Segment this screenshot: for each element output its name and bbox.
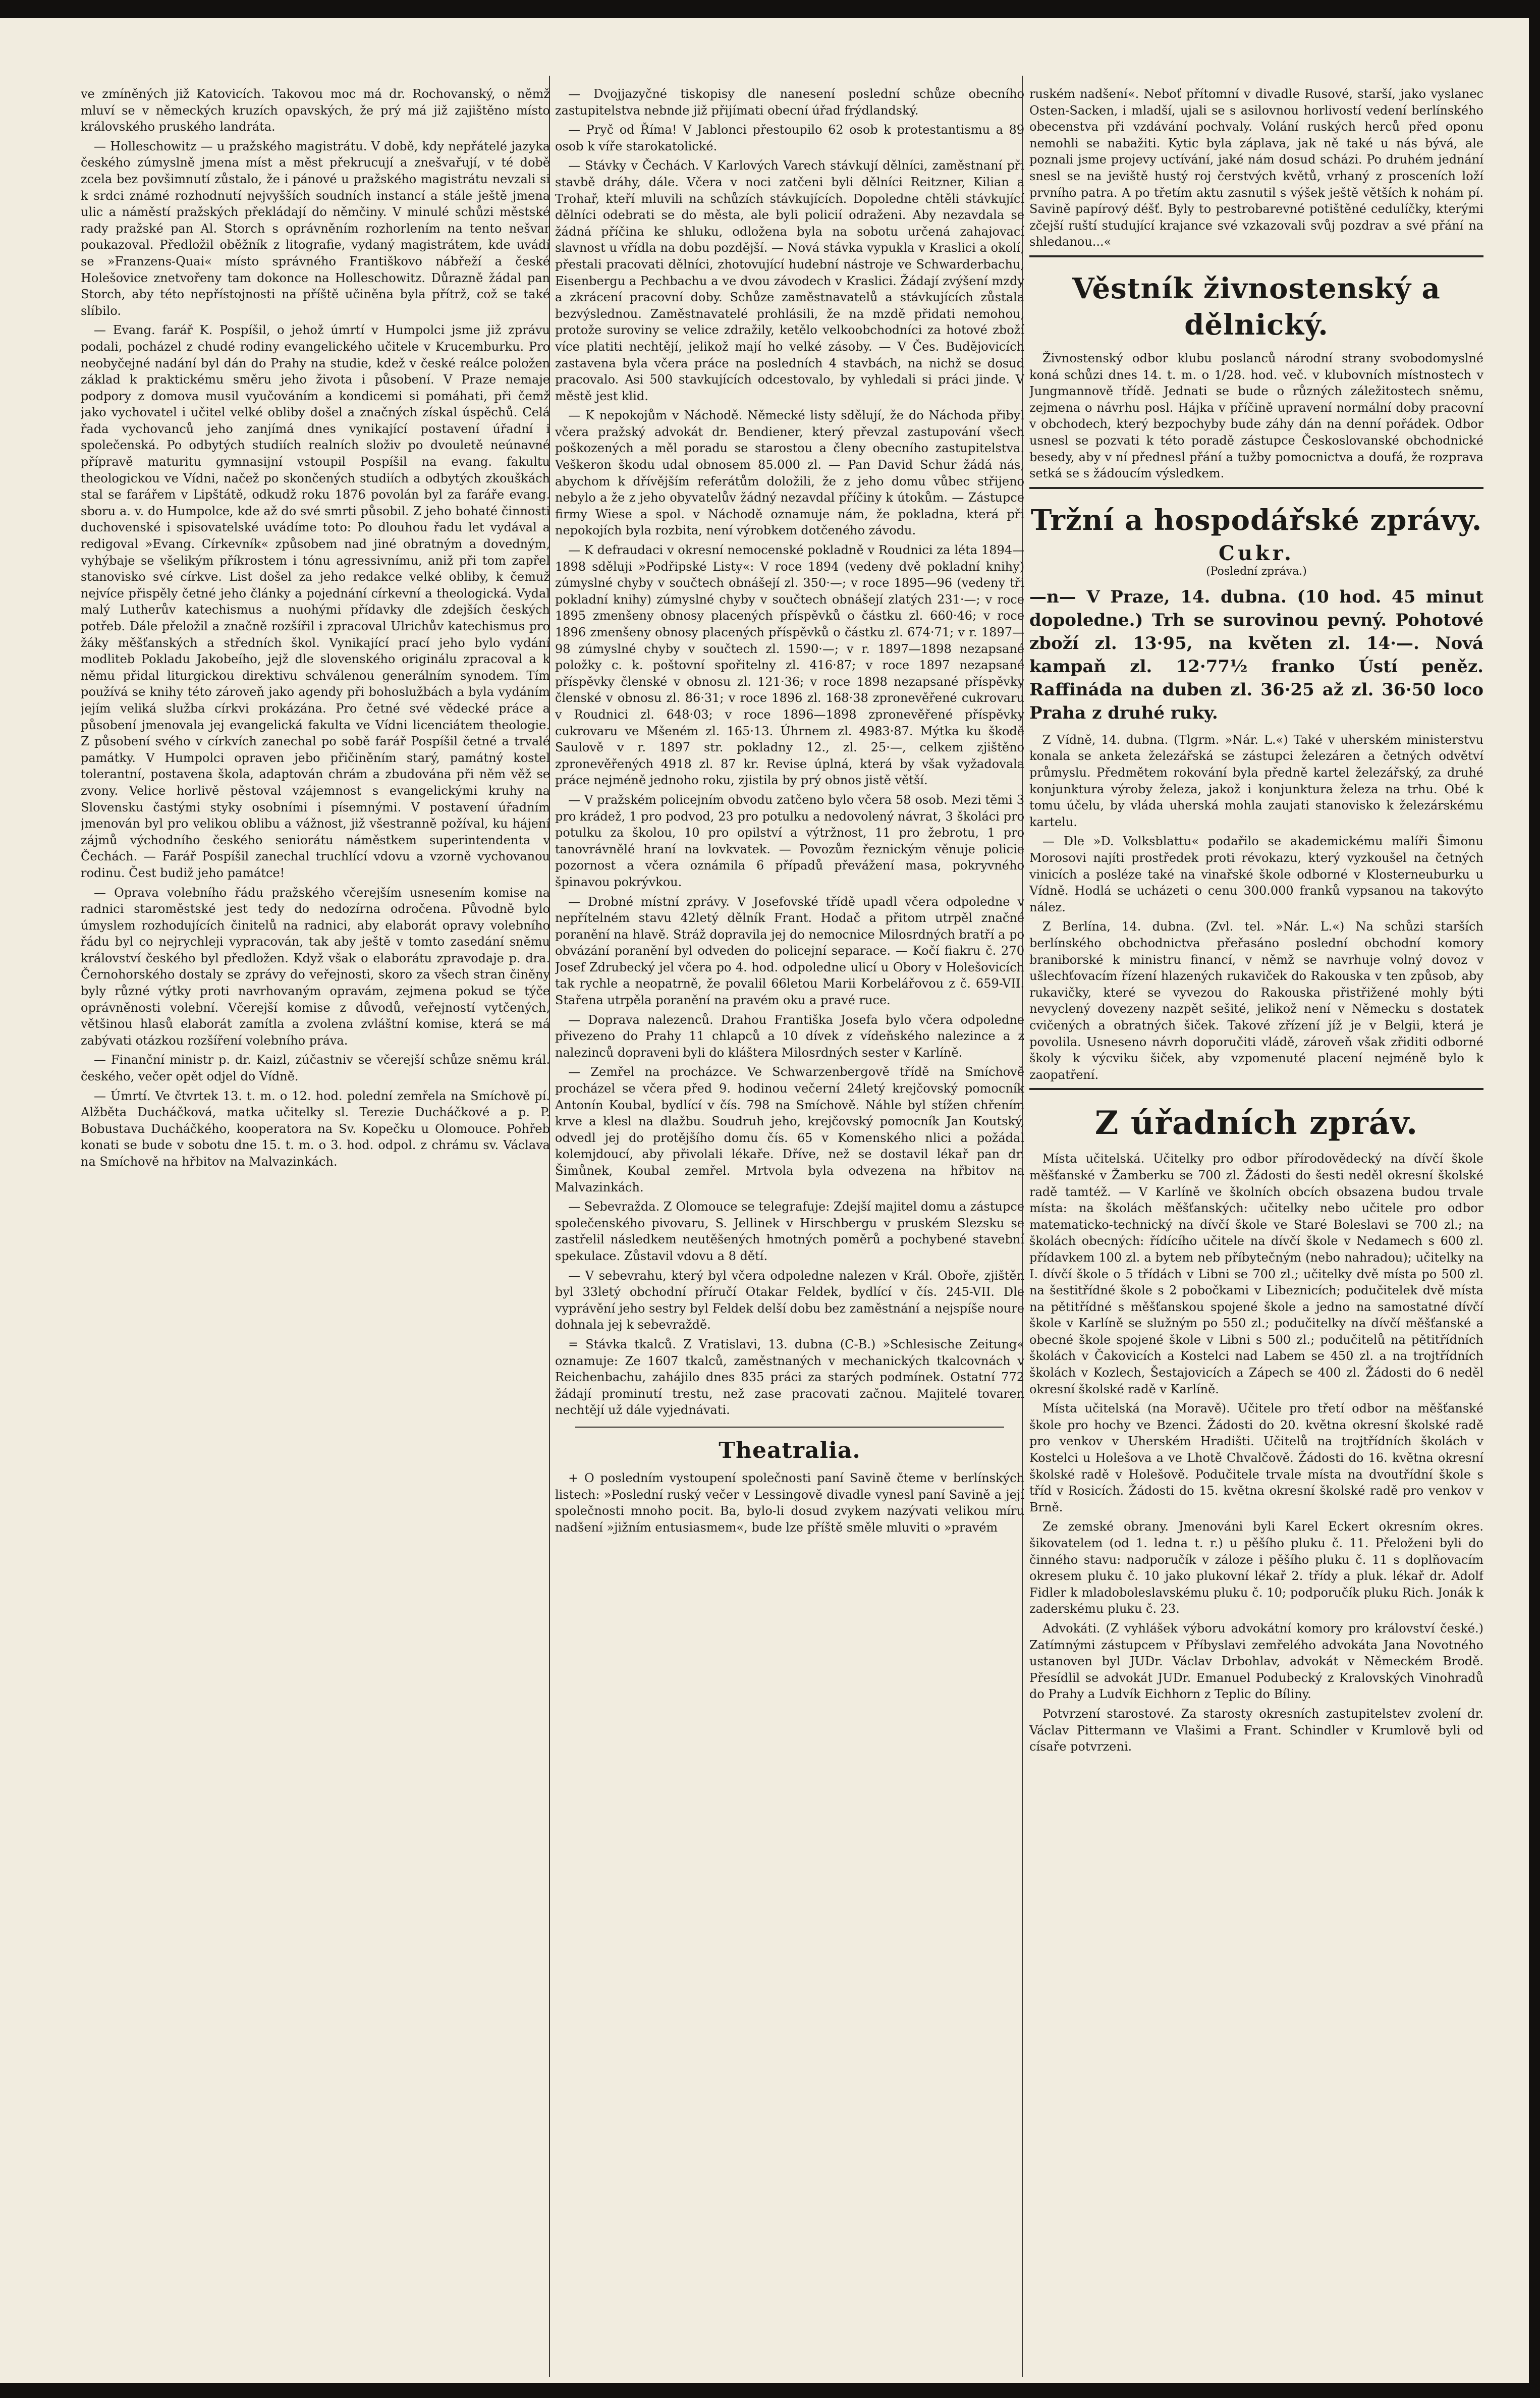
article-paragraph: — Drobné místní zprávy. V Josefovské třídě upadl včera odpoledne v nepřítelném stavu 42letý dělník Frant. Hodač a přitom utrpěl značné poranění na hlavě. Stráž dopravila jej do nemocnice Milosrdných bratří a po obvázání poranění byl odveden do policejní separace. — Kočí fiakru č. 270 Josef Zdrubecký jel včera po 4. hod. odpoledne ulicí u Obory v Holešovicích tak rychle a neopatrně, že povalil 66letou Marii Korbelářovou z č. 659-VII. Stařena utrpěla poranění na pravém oku a pravé ruce. <box>555 894 1024 1008</box>
market-report: —n— V Praze, 14. dubna. (10 hod. 45 minut dopoledne.) Trh se surovinou pevný. Pohotové zboží zl. 13·95, na květen zl. 14·—. Nová kampaň zl. 12·77½ franko Ústí peněz. Raffináda na duben zl. 36·25 až zl. 36·50 loco Praha z druhé ruky. <box>1029 586 1483 723</box>
article-paragraph: — Evang. farář K. Pospíšil, o jehož úmrtí v Humpolci jsme již zprávu podali, pocházel z chudé rodiny evangelického učitele v Krucemburku. Pro neobyčejné nadání byl dán do Prahy na studie, kdež v české reálce položen základ k praktickému směru jeho života i působení. V Praze nemaje podpory z domova musil vyučováním a kondicemi si pomáhati, při čemž jako vychovatel i učitel velké obliby došel a značných získal úspěchů. Celá řada vychovanců jeho zanjímá dnes vynikající postavení úřadní i společenská. Po odbytých studiích realních složiv po dvouletě neúnavné přípravě maturitu gymnasijní vstoupil Pospíšil na evang. fakultu theologickou ve Vídni, načež po skončených studiích a odbytých zkouškách stal se farářem v Lipštátě, odkudž roku 1876 povolán byl za faráře evang. sboru a. v. do Humpolce, kde až do své smrti působil. Z jeho bohaté činnosti duchovenské i spisovatelské uvádíme toto: Po dlouhou řadu let vydával a redigoval »Evang. Církevník« způsobem nad jiné obratným a dovedným, vyhýbaje se všelikým příkrostem i tónu agressivnímu, aniž při tom zapřel stanovisko své církve. List došel za jeho redakce velké obliby, k čemuž nejvíce přispěly četné jeho články a pojednání církevní a theologická. Vydal malý Lutherův katechismus a nuohými přídavky dle zdejších českých potřeb. Dále přeložil a značně rozšířil i zpracoval Ulrichův katechismus pro žáky měšťanských a středních škol. Vynikající prací jeho bylo vydání modliteb Pokladu Jakobeího, jejž dle slovenského originálu zpracoval a k němu přidal liturgickou direktivu schválenou generálním synodem. Tím používá se knihy této zároveň jako agendy při bohoslužbách a byla vydáním jejím veliká služba církvi prokázána. Pro četné své vědecké práce a působení jmenovala jej evangelická fakulta ve Vídni licenciátem theologie. Z působení svého v církvích zanechal po sobě farář Pospíšil četné a trvalé památky. V Humpolci opraven jebo přičiněním starý, památný kostel tolerantní, postavena škola, adaptován chrám a zbudována při něm věž se zvony. Velice horlivě pěstoval vzájemnost s evangelickými kruhy na Slovensku častými styky osobními i písemnými. V postavení úřadním jmenován byl pro velikou oblibu a vážnost, již všestranně požíval, ku hájení zájmů východního českého seniorátu náměstkem superintendenta v Čechách. — Farář Pospíšil zanechal truchlící vdovu a vzorně vychovanou rodinu. Čest budiž jeho památce! <box>81 323 550 880</box>
article-paragraph: = Stávka tkalců. Z Vratislavi, 13. dubna (C-B.) »Schlesische Zeitung« oznamuje: Ze 1607 tkalců, zaměstnaných v mechanických tkalcovnách v Reichenbachu, zahájilo dnes 835 práci za starých podmínek. Ostatní 772 žádají prominutí trestu, než zase pracovati začnou. Majitelé tovaren nechtějí už dále vyjednávati. <box>555 1337 1024 1418</box>
article-paragraph: Místa učitelská (na Moravě). Učitele pro třetí odbor na měšťanské škole pro hochy ve Bzenci. Žádosti do 20. května okresní školské radě pro venkov v Uherském Hradišti. Učitelů na trojtřídních školách v Kostelci u Holešova a ve Lhotě Chvalčově. Žádosti do 16. května okresní školské radě v Holešově. Podučitele trvale místa na dvoutřídní škole s tříd v Rosicích. Žádosti do 15. května okresní školské radě pro venkov v Brně. <box>1029 1401 1483 1514</box>
article-paragraph: ve zmíněných již Katovicích. Takovou moc má dr. Rochovanský, o němž mluví se v německých kruzích opavských, že prý má již zajištěno místo královského pruského landráta. <box>81 87 550 134</box>
column-1 <box>81 86 550 2367</box>
article-paragraph: — Stávky v Čechách. V Karlových Varech stávkují dělníci, zaměstnaní při stavbě dráhy, dále. Včera v noci zatčeni byli dělníci Reitzner, Kilian a Trohař, kteří mluvili na schůzích stávkujících. Dopoledne chtěli stávkující dělníci odebrati se do města, ale byli policií odraženi. Aby nezavdala se žádná příčina ke shluku, odložena byla na sobotu určená zahajovací slavnost u vřídla na dobu pozdější. — Nová stávka vypukla v Kraslici a okolí, přestali pracovati dělníci, zhotovující hudební nástroje ve Schwarderbachu, Eisenbergu a Pechbachu a ve dvou závodech v Kraslici. Žádají zvýšení mzdy a zkrácení pracovní doby. Schůze zaměstnavatelů a stávkujících zůstala bezvýslednou. Zaměstnavatelé prohlásili, že na mzdě přidati nemohou, protože suroviny se velice zdražily, ketělo velkoobchodníci za hotové zboží více platiti nechtějí, jelikož mají ho velké zásoby. — V Čes. Budějovicích zastavena byla včera práce na posledních 4 stavbách, na nichž se dosud pracovalo. Asi 500 stavkujících odcestovalo, by vyhledali si práci jinde. V městě jest klid. <box>555 158 1024 403</box>
article-paragraph: Potvrzení starostové. Za starosty okresních zastupitelstev zvolení dr. Václav Pittermann ve Vlašimi a Frant. Schindler v Krumlově byli od císaře potvrzeni. <box>1029 1706 1483 1754</box>
cukr-subheading: Cukr. <box>1219 541 1294 565</box>
article-paragraph: Z Vídně, 14. dubna. (Tlgrm. »Nár. L.«) Také v uherském ministerstvu konala se anketa železářská se zástupci železáren a četných odvětví průmyslu. Předmětem rokování byla předně kartel železářský, za druhé konjunktura výroby železa, jakož i konjunktura železa na trhu. Obé k tomu účelu, by vláda uherská mohla zaujati stanovisko k železárskému kartelu. <box>1029 732 1483 829</box>
article-paragraph: — Finanční ministr p. dr. Kaizl, zúčastniv se včerejší schůze sněmu král. českého, večer opět odjel do Vídně. <box>81 1053 550 1084</box>
article-paragraph: Advokáti. (Z vyhlášek výboru advokátní komory pro království české.) Zatímnými zástupcem v Příbyslavi zemřelého advokáta Jana Novotného ustanoven byl JUDr. Václav Drbohlav, advokát v Německém Brodě. Přesídlil se advokát JUDr. Emanuel Podubecký z Kralovských Vinohradů do Prahy a Ludvík Eichhorn z Teplic do Bíliny. <box>1029 1621 1483 1702</box>
vestnik-heading: Věstník živnostenský a dělnický. <box>1072 271 1441 342</box>
article-paragraph: — Dle »D. Volksblattu« podařilo se akademickému malíři Šimonu Morosovi najíti prostředek proti révokazu, který vyzkoušel na četných vinicích a posléze také na vinařské škole odborné v Klosterneuburku u Vídně. Hodlá se ucházeti o cenu 300.000 franků vypsanou na takovýto nález. <box>1029 834 1483 914</box>
section-divider <box>1029 255 1483 257</box>
article-paragraph: — Zemřel na procházce. Ve Schwarzenbergově třídě na Smíchově procházel se včera před 9. hodinou večerní 24letý krejčovský pomocník Antonín Koubal, bydlící v čís. 798 na Smíchově. Náhle byl stížen chřením krve a klesl na dlažbu. Soudruh jeho, krejčovský pomocník Jan Koutský, odvedl jej do protějšího domu čís. 65 v Komenského nlici a požádal kolemjdoucí, aby přivolali lékaře. Dříve, než se dostavil lékař pan dr. Šimůnek, Koubal zemřel. Mrtvola byla odvezena na hřbitov na Malvazinkách. <box>555 1065 1024 1194</box>
scan-edge-right <box>1529 0 1540 2398</box>
article-paragraph: — Doprava nalezenců. Drahou Františka Josefa bylo včera odpoledne přivezeno do Prahy 11 chlapců a 10 dívek z vídeňského nalezince a z nalezinců dopraveni byli do kláštera Milosrdných sester v Karlíně. <box>555 1012 1024 1060</box>
column-3 <box>1029 86 1483 2367</box>
column-2 <box>555 86 1024 2367</box>
article-paragraph: Ze zemské obrany. Jmenováni byli Karel Eckert okresním okres. šikovatelem (od 1. ledna t. r.) u pěšího pluku č. 11. Přeloženi byli do činného stavu: nadporučík v záloze i pěšího pluku č. 11 s doplňovacím okresem pluku č. 10 jako plukovní lékař 2. třídy a pluk. lékař dr. Adolf Fidler k mladoboleslavskému pluku č. 10; podporučík pluku Rich. Jonák k zaderskému pluku č. 23. <box>1029 1519 1483 1616</box>
section-divider <box>1029 487 1483 489</box>
article-paragraph: — Holleschowitz — u pražského magistrátu. V době, kdy nepřátelé jazyka českého zúmyslně jmena míst a měst překrucují a znešvařují, v té době zcela bez povšimnutí zůstalo, že i pánové u pražského magistrátu nevzali si k srdci známé rozhodnutí nejvyšších soudních instancí a stále ještě jmena ulic a náměstí pražských překládají do němčiny. V minulé schůzi městské rady pražské pan Al. Storch s oprávněním rozhorlením na tento nešvar poukazoval. Předložil oběžník z litografie, vydaný magistrátem, kde uvádí se »Franzens-Quai« místo správného Františkovo nábřeží a české Holešovice znetvořeny tam dokonce na Holleschowitz. Důrazně žádal pan Storch, aby této nepřístojnosti na příště učiněna byla přítrž, což se také slíbilo. <box>81 139 550 318</box>
article-paragraph: — Sebevražda. Z Olomouce se telegrafuje: Zdejší majitel domu a zástupce společenského pivovaru, S. Jellinek v Hirschbergu v pruském Slezsku se zastřelil následkem neutěšených hmotných poměrů a pochybené stavební spekulace. Zůstavil vdovu a 8 dětí. <box>555 1200 1024 1263</box>
scan-edge-bottom <box>0 2383 1540 2398</box>
article-paragraph: — K nepokojům v Náchodě. Německé listy sdělují, že do Náchoda přibyl včera pražský advokát dr. Bendiener, který převzal zastupování všech poškozených a měl poradu se starostou a členy obecního zastupitelstva. Veškeron škodu udal obnosem 85.000 zl. — Pan David Schur žádá nás, abychom k dřívějším referátům doložili, že z jeho domu vůbec střijeno nebylo a že z jeho obyvatelův žádný nezavdal příčiny k útokům. — Zástupce firmy Wiese a spol. v Náchodě oznamuje nám, že pokladna, která při nepokojích byla rozbita, není výrobkem dotčeného závodu. <box>555 408 1024 538</box>
article-paragraph: — V sebevrahu, který byl včera odpoledne nalezen v Král. Oboře, zjištěn byl 33letý obchodní příručí Otakar Feldek, bydlící v čís. 245-VII. Dle vyprávění jeho sestry byl Feldek delší dobu bez zaměstnání a nejspíše noure dohnala jej k sebevraždě. <box>555 1268 1024 1332</box>
article-paragraph: Živnostenský odbor klubu poslanců národní strany svobodomyslné koná schůzi dnes 14. t. m. o 1/28. hod. več. v klubovních místnostech v Jungmannově třídě. Jednati se bude o různých záležitostech sněmu, zejmena o návrhu posl. Hájka v příčině upravení normální doby pracovní v obchodech, který bezpochyby bude záhy dán na denní pořádek. Odbor usnesl se pozvati k této poradě zástupce Českoslovanské obchodnické besedy, aby v ní přednesl přání a tužby pomocnictva a doufá, že rozprava setká se s žádoucím výsledkem. <box>1029 351 1483 481</box>
zuradnich-heading: Z úřadních zpráv. <box>1094 1104 1418 1142</box>
section-divider <box>1029 1088 1483 1090</box>
scan-edge-top <box>0 0 1540 18</box>
article-paragraph: — K defraudaci v okresní nemocenské pokladně v Roudnici za léta 1894—1898 sděluji »Podřipské Listy«: V roce 1894 (vedeny dvě pokladní knihy) zúmyslné chyby v součtech obnášejí zl. 350·—; v roce 1895—96 (vedeny tři pokladní knihy) zúmyslné chyby v součtech obnášejí zlatých 231·—; v roce 1895 zmenšeny obnosy placených příspěvků o částku zl. 660·46; v roce 1896 zmenšeny obnosy placených příspěvků o částku zl. 674·71; v r. 1897—98 zúmyslné chyby v součtech zl. 1590·—; v r. 1897—1898 nezapsané položky c. k. poštovní spořitelny zl. 416·87; v roce 1897 nezapsané příspěvky členské v obnosu zl. 121·36; v roce 1898 nezapsané příspěvky členské v obnosu zl. 86·31; v roce 1896 zl. 168·38 zpronevěřené cukrovaru v Roudnici zl. 648·03; v roce 1896—1898 zpronevěřené příspěvky cukrovaru ve Mšeném zl. 165·13. Úhrnem zl. 4983·87. Mýtka ku škodě Saulově v r. 1897 str. pokladny 12., zl. 25·—, celkem zjištěno zpronevěřených 4918 zl. 87 kr. Revise úplná, která by však vyžadovala práce nejméně jednoho roku, zjistila by prý obnos jistě větší. <box>555 543 1024 788</box>
section-divider <box>575 1427 1004 1428</box>
article-paragraph: — Pryč od Říma! V Jablonci přestoupilo 62 osob k protestantismu a 89 osob k víře starokatolické. <box>555 123 1024 153</box>
article-paragraph: ruském nadšení«. Neboť přítomní v divadle Rusové, starší, jako vyslanec Osten-Sacken, i mladší, ujali se s asilovnou horlivostí vedení berlínského obecenstva při vzdávání pochvaly. Volání ruských herců před oponu nemohli se nabažiti. Kytic byla záplava, jak ně také u nás bývá, ale poznali jsme projevy uctívání, jaké nám dosud scházi. Po druhém jednání snesl se na jeviště hustý roj čerstvých květů, vrhaný z prosceních loží prvního patra. A po třetím aktu zasnutil s výšek ještě větších k nohám pí. Savině papírový déšť. Byly to pestrobarevné potištěné cedulíčky, kterými zčejší ruští studující krajance své vzkazovali svůj pozdrav a své přání na shledanou...« <box>1029 87 1483 249</box>
trzni-heading: Tržní a hospodářské zprávy. <box>1030 503 1482 537</box>
article-paragraph: — Dvojjazyčné tiskopisy dle nanesení poslední schůze obecního zastupitelstva nebnde již přijímati obecní úřad frýdlandský. <box>555 87 1024 118</box>
article-paragraph: + O posledním vystoupení společnosti paní Savině čteme v berlínských listech: »Poslední ruský večer v Lessingově divadle vynesl paní Savině a její společnosti mnoho pocit. Ba, bylo-li dosud zvykem nazývati velikou míru nadšení »jižním entusiasmem«, bude lze příště směle mluviti o »pravém <box>555 1470 1024 1535</box>
cukr-note: (Poslední zpráva.) <box>1206 565 1307 578</box>
article-paragraph: Místa učitelská. Učitelky pro odbor přírodovědecký na dívčí škole měšťanské v Žamberku se 700 zl. Žádosti do šesti neděl okresní školské radě tamtéž. — V Karlíně ve školních obcích obsazena budou trvale místa: na školách měšťanských: učitelky nebo učitele pro odbor matematicko-technický na dívčí škole ve Staré Boleslavi se 700 zl.; na školách obecných: řídícího učitele na dívčí škole v Nedamech s 600 zl. přídavkem 100 zl. a bytem neb příbytečným (nebo nahradou); učitelky na I. dívčí škole o 5 třídách v Libni se 700 zl.; učitelky dvě místa po 500 zl. na šestitřídné škole s 2 pobočkami v Libeznicích; podučitelek dvě místa na pětitřídné s měšťanskou spojené škole a jedno na samostatné dívčí škole v Karlíně se služným po 550 zl.; podučitelky na dívčí měšťanské a obecné škole spojené škole v Libni s 500 zl.; podučitelů na pětitřídních školách v Čakovicích a Kostelci nad Labem se 450 zl. a na trojtřídních školách v Kozlech, Šestajovicích a Zápech se 400 zl. Žádosti do 6 neděl okresní školské radě v Karlíně. <box>1029 1152 1483 1396</box>
theatralia-heading: Theatralia. <box>719 1437 861 1463</box>
article-paragraph: — V pražském policejním obvodu zatčeno bylo včera 58 osob. Mezi těmi 3 pro krádež, 1 pro podvod, 23 pro potulku a nedovolený návrat, 3 školáci pro potulku za školou, 10 pro opilství a výtržnost, 11 pro žebrotu, 1 pro tanovrávnělé hraní na lovkvatek. — Povozům řeznickým věnuje policie pozornost a včera oznámila 6 případů převážení masa, pokryvného špinavou pokrývkou. <box>555 792 1024 889</box>
article-paragraph: — Úmrtí. Ve čtvrtek 13. t. m. o 12. hod. polední zemřela na Smíchově pí. Alžběta Ducháčková, matka učitelky sl. Terezie Ducháčkové a p. P. Bobustava Ducháčkého, kooperatora na Sv. Kopečku u Olomouce. Pohřeb konati se bude v sobotu dne 15. t. m. o 3. hod. odpol. z chrámu sv. Václava na Smíchově na hřbitov na Malvazinkách. <box>81 1088 550 1169</box>
article-paragraph: — Oprava volebního řádu pražského včerejším usnesením komise na radnici staroměstské jest tedy do nedozírna odročena. Původně bylo úmyslem rozhodujících činitelů na radnici, aby elaborát opravy volebního řádu byl co nejrychleji vypracován, tak aby ještě v tomto zasedání sněmu království českého byl předložen. Když však o elaborátu zpravodaje p. dra. Černohorského dostaly se zprávy do veřejnosti, skoro za všech stran činěny byly různé výtky proti navrhovaným opravám, zejmena pokud se týče oprávněnosti volební. Včerejší komise z důvodů, veřejností vytčených, většinou hlasů elaborát zamítla a zvolena zvláštní komise, která se má zabývati otázkou rozšíření volebního práva. <box>81 885 550 1048</box>
article-paragraph: Z Berlína, 14. dubna. (Zvl. tel. »Nár. L.«) Na schůzi starších berlínského obchodnictva přeřasáno poslední obchodní komory braniborské k ministru financí, v němž se navrhuje volný dovoz v ušlechťovacím řízení hlazených rukaviček do Rakouska v ten způsob, aby rukavičky, které se vyvezou do Rakouska přistřižené mohly býti nevyclený dovezeny nazpět sešité, jelikož není v Německu s dostatek cvičených a obratných šiček. Takové zřízení jíž je v Belgii, která je povolila. Usneseno návrh doporučiti vládě, zároveň však zřiditi odborné školy k výcviku šiček, aby vzpomenuté placení nejméně bylo k zaopatření. <box>1029 919 1483 1082</box>
